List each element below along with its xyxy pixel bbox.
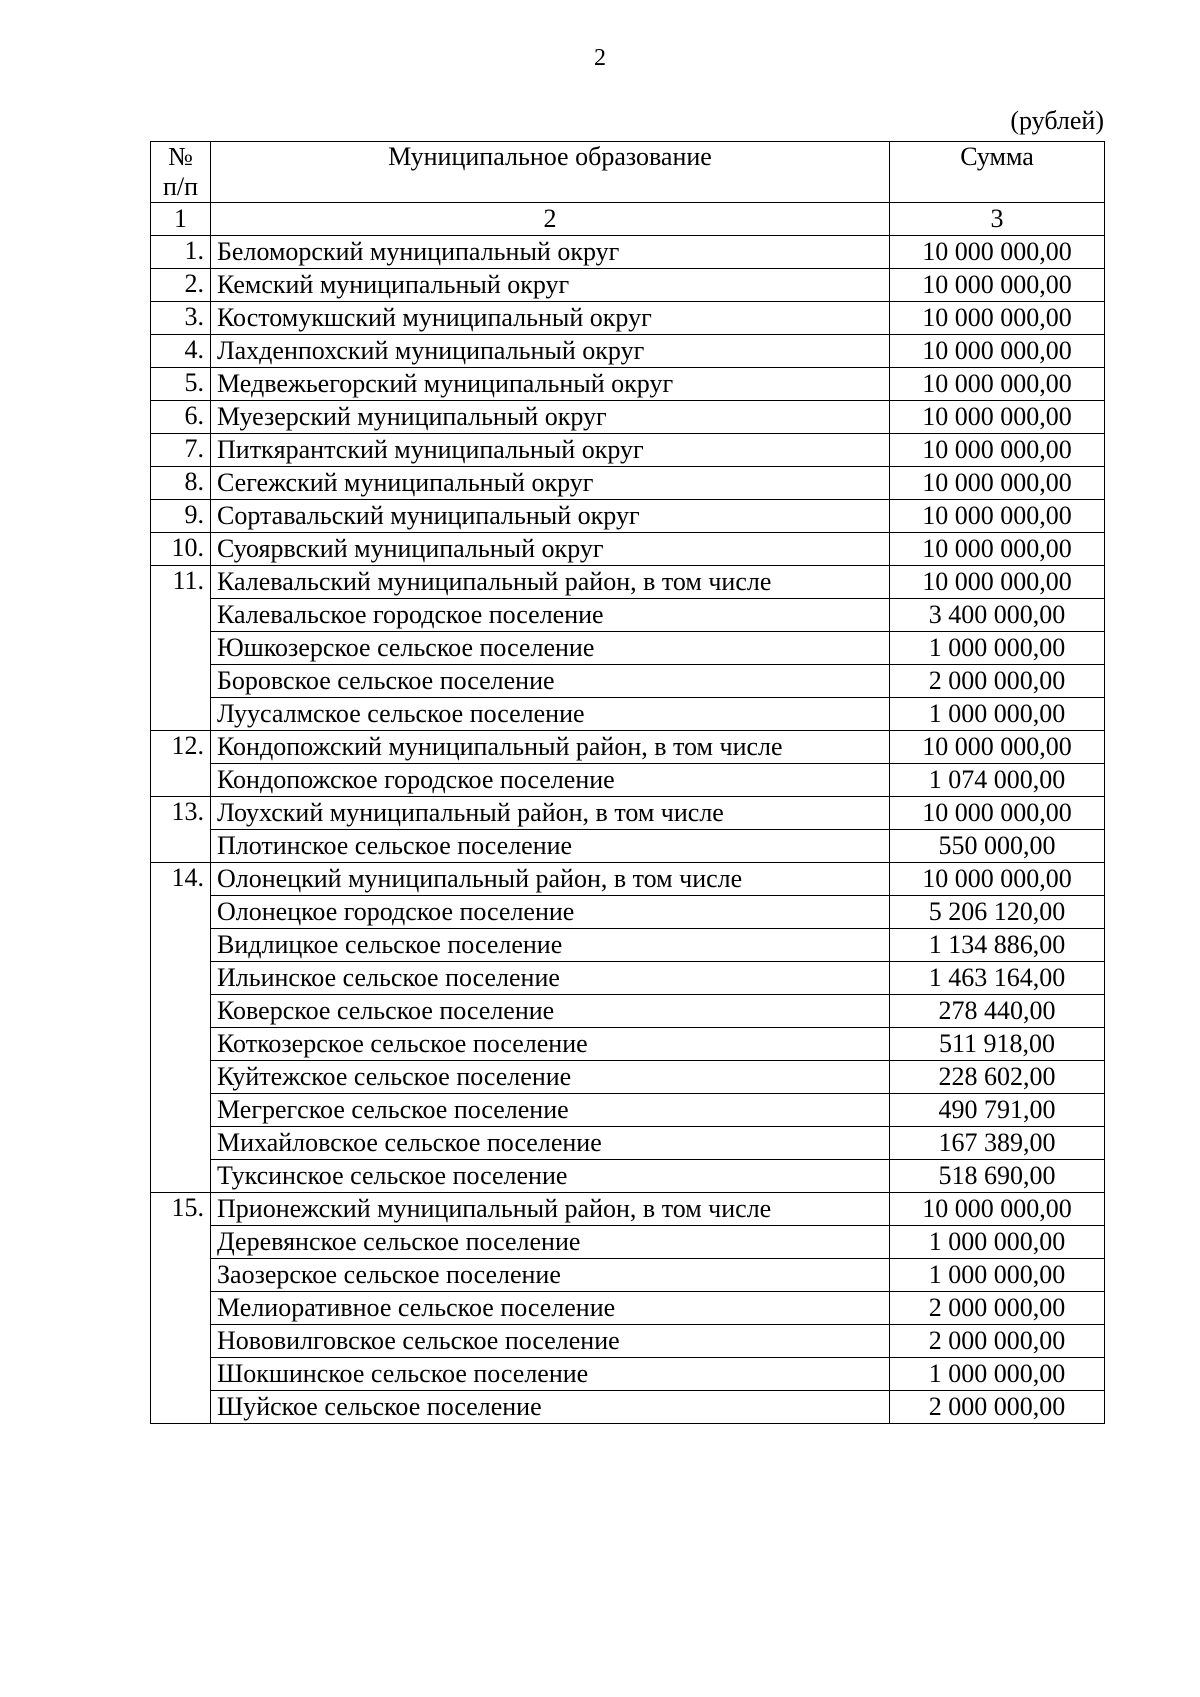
row-number: 10.	[151, 533, 211, 566]
amount: 511 918,00	[890, 1028, 1105, 1061]
header-row	[151, 142, 1105, 203]
table-row	[151, 434, 1105, 467]
settlement-name: Луусалмское сельское поселение	[211, 698, 890, 731]
table-row	[151, 830, 1105, 863]
table-row	[151, 1094, 1105, 1127]
amount: 10 000 000,00	[890, 368, 1105, 401]
amount: 2 000 000,00	[890, 1292, 1105, 1325]
table-row	[151, 1160, 1105, 1193]
settlement-name: Туксинское сельское поселение	[211, 1160, 890, 1193]
amount: 1 074 000,00	[890, 764, 1105, 797]
amount: 167 389,00	[890, 1127, 1105, 1160]
table-row	[151, 863, 1105, 896]
amount: 2 000 000,00	[890, 1325, 1105, 1358]
row-number: 7.	[151, 434, 211, 467]
amount: 10 000 000,00	[890, 731, 1105, 764]
settlement-name: Плотинское сельское поселение	[211, 830, 890, 863]
municipality-name: Кемский муниципальный округ	[211, 269, 890, 302]
table-row	[151, 368, 1105, 401]
row-number: 4.	[151, 335, 211, 368]
row-number: 8.	[151, 467, 211, 500]
table-row	[151, 731, 1105, 764]
amount: 1 000 000,00	[890, 1226, 1105, 1259]
table-group	[151, 797, 1105, 863]
table-group	[151, 302, 1105, 335]
table-row	[151, 896, 1105, 929]
settlement-name: Мелиоративное сельское поселение	[211, 1292, 890, 1325]
municipality-name: Суоярвский муниципальный округ	[211, 533, 890, 566]
table-row	[151, 1028, 1105, 1061]
table-row	[151, 1391, 1105, 1424]
table-row	[151, 665, 1105, 698]
municipality-name: Лахденпохский муниципальный округ	[211, 335, 890, 368]
unit-note: (рублей)	[1010, 106, 1104, 135]
table-row	[151, 764, 1105, 797]
table-row	[151, 1325, 1105, 1358]
table-header	[151, 142, 1105, 236]
municipality-name: Костомукшский муниципальный округ	[211, 302, 890, 335]
amount: 10 000 000,00	[890, 467, 1105, 500]
table-row	[151, 566, 1105, 599]
table-row	[151, 401, 1105, 434]
table-row	[151, 1061, 1105, 1094]
table-row	[151, 995, 1105, 1028]
column-index-row	[151, 203, 1105, 236]
settlement-name: Коткозерское сельское поселение	[211, 1028, 890, 1061]
settlement-name: Боровское сельское поселение	[211, 665, 890, 698]
amount: 228 602,00	[890, 1061, 1105, 1094]
table-row	[151, 599, 1105, 632]
table-row	[151, 1358, 1105, 1391]
amount: 10 000 000,00	[890, 335, 1105, 368]
row-number: 15.	[151, 1193, 211, 1424]
amount: 5 206 120,00	[890, 896, 1105, 929]
table-row	[151, 962, 1105, 995]
municipality-name: Медвежьегорский муниципальный округ	[211, 368, 890, 401]
header-sum: Сумма	[890, 142, 1105, 203]
amount: 550 000,00	[890, 830, 1105, 863]
amount: 10 000 000,00	[890, 434, 1105, 467]
amount: 278 440,00	[890, 995, 1105, 1028]
municipality-name: Олонецкий муниципальный район, в том числе	[211, 863, 890, 896]
row-number: 14.	[151, 863, 211, 1193]
municipality-name: Сортавальский муниципальный округ	[211, 500, 890, 533]
settlement-name: Нововилговское сельское поселение	[211, 1325, 890, 1358]
column-index-3: 3	[890, 203, 1105, 236]
settlement-name: Деревянское сельское поселение	[211, 1226, 890, 1259]
row-number: 5.	[151, 368, 211, 401]
settlement-name: Юшкозерское сельское поселение	[211, 632, 890, 665]
settlement-name: Михайловское сельское поселение	[211, 1127, 890, 1160]
amount: 10 000 000,00	[890, 302, 1105, 335]
municipality-name: Кондопожский муниципальный район, в том числе	[211, 731, 890, 764]
amount: 1 134 886,00	[890, 929, 1105, 962]
settlement-name: Шуйское сельское поселение	[211, 1391, 890, 1424]
row-number: 2.	[151, 269, 211, 302]
municipality-name: Питкярантский муниципальный округ	[211, 434, 890, 467]
municipality-name: Муезерский муниципальный округ	[211, 401, 890, 434]
amount: 10 000 000,00	[890, 269, 1105, 302]
table-row	[151, 1226, 1105, 1259]
municipality-name: Беломорский муниципальный округ	[211, 236, 890, 269]
table-group	[151, 533, 1105, 566]
settlement-name: Шокшинское сельское поселение	[211, 1358, 890, 1391]
municipality-name: Сегежский муниципальный округ	[211, 467, 890, 500]
table-group	[151, 236, 1105, 269]
row-number: 13.	[151, 797, 211, 863]
table-group	[151, 863, 1105, 1193]
amount: 518 690,00	[890, 1160, 1105, 1193]
settlement-name: Видлицкое сельское поселение	[211, 929, 890, 962]
row-number: 11.	[151, 566, 211, 731]
table-row	[151, 929, 1105, 962]
row-number: 9.	[151, 500, 211, 533]
amount: 10 000 000,00	[890, 797, 1105, 830]
settlement-name: Олонецкое городское поселение	[211, 896, 890, 929]
amount: 490 791,00	[890, 1094, 1105, 1127]
table-row	[151, 797, 1105, 830]
table-row	[151, 269, 1105, 302]
table-row	[151, 500, 1105, 533]
settlement-name: Кондопожское городское поселение	[211, 764, 890, 797]
table-row	[151, 1292, 1105, 1325]
amount: 10 000 000,00	[890, 533, 1105, 566]
amount: 2 000 000,00	[890, 665, 1105, 698]
table-group	[151, 401, 1105, 434]
amount: 10 000 000,00	[890, 401, 1105, 434]
settlement-name: Мегрегское сельское поселение	[211, 1094, 890, 1127]
row-number: 6.	[151, 401, 211, 434]
table-row	[151, 1193, 1105, 1226]
municipality-name: Прионежский муниципальный район, в том числе	[211, 1193, 890, 1226]
settlement-name: Ильинское сельское поселение	[211, 962, 890, 995]
table-row	[151, 698, 1105, 731]
municipality-name: Лоухский муниципальный район, в том числе	[211, 797, 890, 830]
table-group	[151, 335, 1105, 368]
table-group	[151, 1193, 1105, 1424]
settlement-name: Куйтежское сельское поселение	[211, 1061, 890, 1094]
table-row	[151, 632, 1105, 665]
table-group	[151, 269, 1105, 302]
row-number: 1.	[151, 236, 211, 269]
amount: 1 463 164,00	[890, 962, 1105, 995]
table-group	[151, 434, 1105, 467]
amount: 1 000 000,00	[890, 632, 1105, 665]
amount: 10 000 000,00	[890, 566, 1105, 599]
amount: 1 000 000,00	[890, 698, 1105, 731]
table-row	[151, 302, 1105, 335]
table-row	[151, 335, 1105, 368]
amount: 10 000 000,00	[890, 500, 1105, 533]
row-number: 12.	[151, 731, 211, 797]
table-row	[151, 236, 1105, 269]
amount: 10 000 000,00	[890, 863, 1105, 896]
table-group	[151, 731, 1105, 797]
amount: 1 000 000,00	[890, 1259, 1105, 1292]
header-num: № п/п	[151, 142, 211, 203]
table-row	[151, 467, 1105, 500]
allocation-table	[150, 141, 1105, 1424]
settlement-name: Коверское сельское поселение	[211, 995, 890, 1028]
amount: 3 400 000,00	[890, 599, 1105, 632]
column-index-1: 1	[151, 203, 211, 236]
table-row	[151, 533, 1105, 566]
table-row	[151, 1127, 1105, 1160]
settlement-name: Заозерское сельское поселение	[211, 1259, 890, 1292]
table-group	[151, 368, 1105, 401]
amount: 10 000 000,00	[890, 236, 1105, 269]
amount: 10 000 000,00	[890, 1193, 1105, 1226]
table-group	[151, 467, 1105, 500]
municipality-name: Калевальский муниципальный район, в том числе	[211, 566, 890, 599]
table-group	[151, 500, 1105, 533]
settlement-name: Калевальское городское поселение	[211, 599, 890, 632]
row-number: 3.	[151, 302, 211, 335]
amount: 2 000 000,00	[890, 1391, 1105, 1424]
column-index-2: 2	[211, 203, 890, 236]
table-group	[151, 566, 1105, 731]
table-row	[151, 1259, 1105, 1292]
amount: 1 000 000,00	[890, 1358, 1105, 1391]
page-number: 2	[594, 45, 606, 71]
header-name: Муниципальное образование	[211, 142, 890, 203]
